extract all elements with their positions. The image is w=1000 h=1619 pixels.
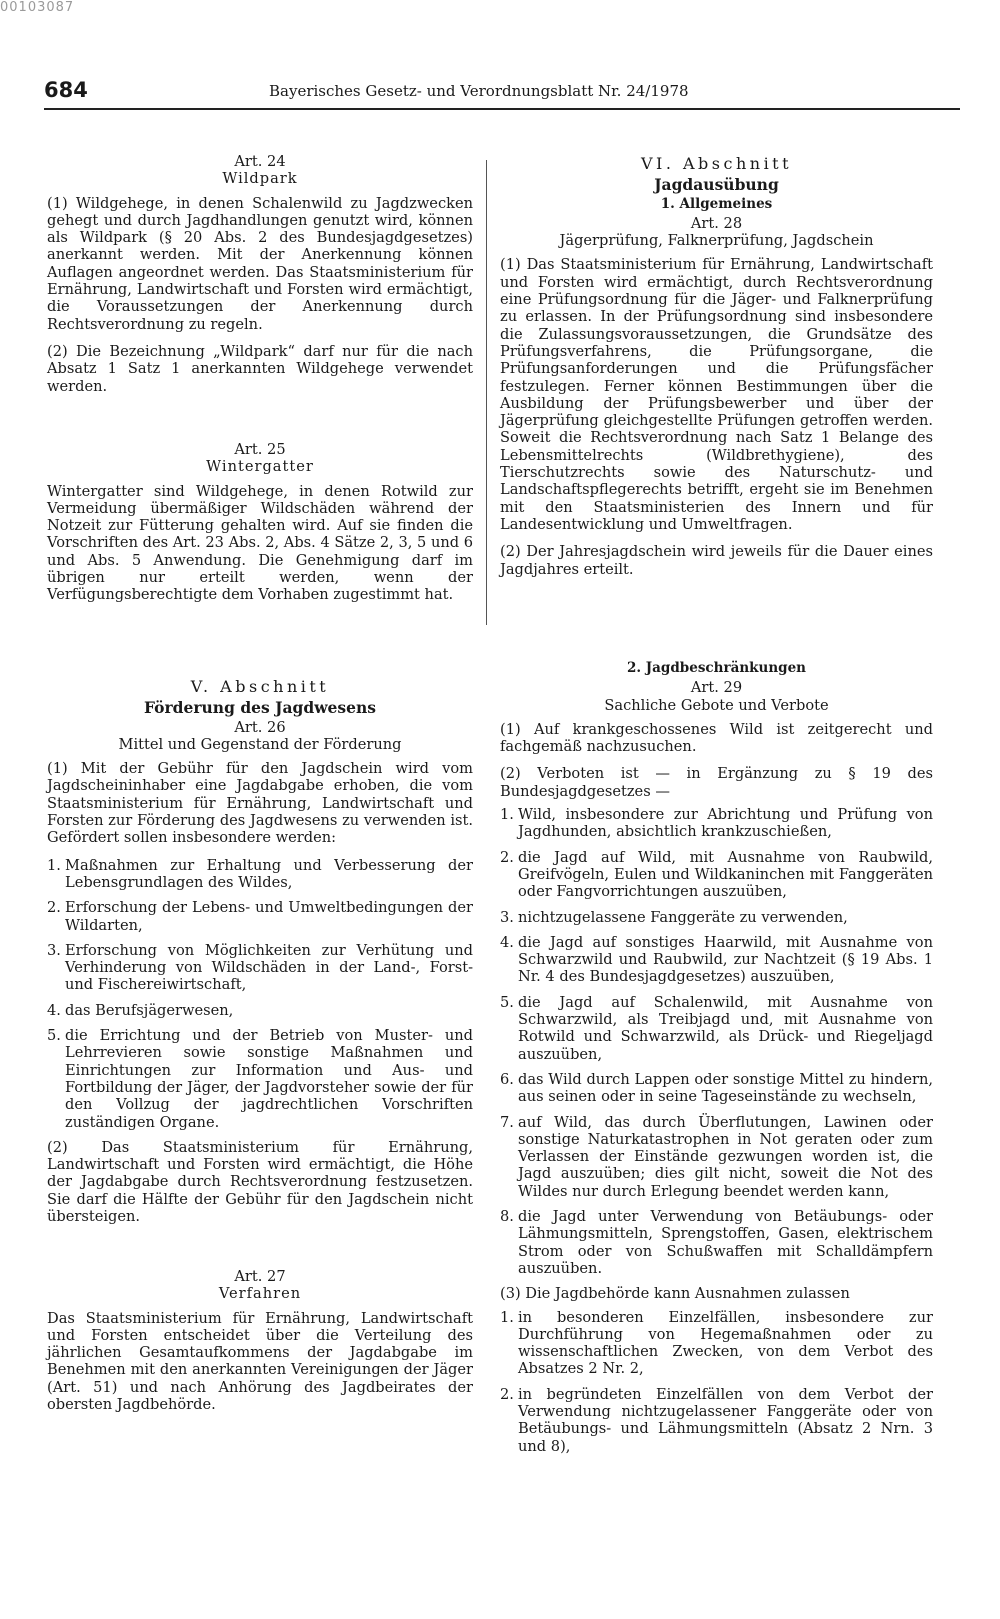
list-number: 5.	[500, 993, 514, 1011]
article-subtitle: Sachliche Gebote und Verbote	[604, 696, 829, 714]
list-item	[47, 1002, 473, 1019]
list-item	[500, 994, 933, 1063]
section-heading: Jagdausübung	[654, 175, 779, 195]
art25-block	[47, 441, 473, 614]
list-number: 4.	[500, 933, 514, 951]
section-title: V. Abschnitt	[190, 677, 330, 696]
paragraph: Wintergatter sind Wildgehege, in denen Rotwild zur Vermeidung übermäßiger Wildschäden während der Notzeit zur Fütterung gehalten wird. Auf sie finden die Vorschriften des Art. 23 Abs. 2, Abs. 4 Sätze 2, 3, 5 und 6 und Abs. 5 Anwendung. Die Genehmigung darf im übrigen nur erteilt werden, wenn der Verfügungsberechtigte dem Vorhaben zugestimmt hat.	[47, 482, 474, 604]
paragraph: (3) Die Jagdbehörde kann Ausnahmen zulassen	[500, 1285, 850, 1303]
paragraph: (2) Verboten ist — in Ergänzung zu § 19 des Bundesjagdgesetzes —	[500, 765, 933, 800]
list-text: nichtzugelassene Fanggeräte zu verwenden,	[518, 908, 848, 926]
list-item	[500, 849, 933, 901]
list-text: die Jagd auf sonstiges Haarwild, mit Ausnahme von Schwarzwild und Raubwild, zur Nachtzeit (§ 19 Abs. 1 Nr. 4 des Bundesjagdgesetzes) auszuüben,	[518, 933, 933, 986]
list-number: 3.	[47, 941, 61, 959]
list-text: die Jagd unter Verwendung von Betäubungs- oder Lähmungsmitteln, Sprengstoffen, Gasen, elektrischem Strom oder von Schußwaffen mit Schalldämpfern auszuüben.	[518, 1208, 933, 1277]
list-text: in begründeten Einzelfällen von dem Verbot der Verwendung nichtzugelassener Fanggeräte oder von Betäubungs- und Lähmungsmitteln (Absatz 2 Nrn. 3 und 8),	[518, 1385, 933, 1455]
running-title: Bayerisches Gesetz- und Verordnungsblatt Nr. 24/1978	[269, 82, 689, 100]
list-number: 8.	[500, 1208, 514, 1226]
list-text: das Wild durch Lappen oder sonstige Mittel zu hindern, aus seinen oder in seine Tageseinstände zu wechseln,	[518, 1070, 933, 1106]
article-title: Art. 28	[690, 214, 743, 232]
list-number: 4.	[47, 1001, 61, 1019]
list-text: die Jagd auf Wild, mit Ausnahme von Raubwild, Greifvögeln, Eulen und Wildkaninchen mit Fanggeräten oder Fangvorrichtungen auszuüben,	[518, 848, 933, 901]
list-number: 7.	[500, 1113, 514, 1131]
list-number: 2.	[500, 848, 514, 866]
list-number: 2.	[47, 899, 61, 917]
list-text: in besonderen Einzelfällen, insbesondere zur Durchführung von Hegemaßnahmen oder zu wissenschaftlichen Zwecken, von dem Verbot des Absatzes 2 Nr. 2,	[518, 1308, 933, 1378]
section-v-block	[47, 678, 473, 1235]
paragraph: (2) Der Jahresjagdschein wird jeweils für die Dauer eines Jagdjahres erteilt.	[500, 543, 933, 578]
list-item	[500, 1208, 933, 1277]
list-item	[500, 1071, 933, 1106]
list-text: das Berufsjägerwesen,	[65, 1001, 234, 1019]
list-text: die Jagd auf Schalenwild, mit Ausnahme von Schwarzwild, als Treibjagd und, mit Ausnahme von Rotwild und Schwarzwild, als Drück- und Riegeljagd auszuüben,	[518, 993, 933, 1063]
list-number: 6.	[500, 1070, 514, 1088]
paragraph: (1) Auf krankgeschossenes Wild ist zeitgerecht und fachgemäß nachzusuchen.	[500, 720, 933, 756]
list-text: Maßnahmen zur Erhaltung und Verbesserung der Lebensgrundlagen des Wildes,	[65, 856, 473, 891]
art29-block	[500, 658, 933, 1463]
article-title: Art. 25	[234, 441, 286, 458]
article-title: Art. 29	[690, 679, 743, 697]
list-item	[47, 857, 473, 892]
list-item	[47, 942, 473, 994]
subsection-heading: 1. Allgemeines	[660, 195, 773, 212]
list-text: Wild, insbesondere zur Abrichtung und Prüfung von Jagdhunden, absichtlich krankzuschießen,	[518, 806, 933, 841]
article-subtitle: Jägerprüfung, Falknerprüfung, Jagdschein	[559, 232, 874, 250]
section-vi-block	[500, 155, 933, 588]
article-title: Art. 26	[234, 718, 286, 736]
list-text: die Errichtung und der Betrieb von Muster- und Lehrrevieren sowie sonstige Maßnahmen und Einrichtungen zur Information und Aus- und Fortbildung der Jäger, der Jagdvorsteher sowie der für den Vollzug der jagdrechtlichen Vorschriften zuständigen Organe.	[65, 1027, 473, 1131]
list-item	[47, 1027, 473, 1131]
paragraph: (2) Das Staatsministerium für Ernährung, Landwirtschaft und Forsten wird ermächtigt, die Höhe der Jagdabgabe durch Rechtsverordnung festzusetzen. Sie darf die Hälfte der Gebühr für den Jagdschein nicht übersteigen.	[47, 1138, 473, 1226]
section-title: VI. Abschnitt	[640, 154, 793, 173]
list-item	[500, 909, 933, 926]
article-title: Art. 27	[234, 1268, 286, 1285]
list-item	[500, 1309, 933, 1378]
list-number: 1.	[500, 1308, 514, 1326]
list-number: 1.	[500, 806, 514, 824]
article-title: Art. 24	[234, 153, 286, 170]
paragraph: (1) Wildgehege, in denen Schalenwild zu Jagdzwecken gehegt und durch Jagdhandlungen genutzt wird, können als Wildpark (§ 20 Abs. 2 des Bundesjagdgesetzes) anerkannt werden. Mit der Anerkennung können Auflagen angeordnet werden. Das Staatsministerium für Ernährung, Landwirtschaft und Forsten wird ermächtigt, die Voraussetzungen der Anerkennung durch Rechtsverordnung zu regeln.	[47, 194, 473, 333]
article-subtitle: Mittel und Gegenstand der Förderung	[118, 735, 402, 753]
column-divider	[486, 160, 487, 625]
paragraph: (2) Die Bezeichnung „Wildpark“ darf nur für die nach Absatz 1 Satz 1 anerkannten Wildgehege verwendet werden.	[47, 342, 473, 395]
paragraph: Das Staatsministerium für Ernährung, Landwirtschaft und Forsten entscheidet über die Verteilung des jährlichen Gesamtaufkommens der Jagdabgabe im Benehmen mit den anerkannten Vereinigungen der Jäger (Art. 51) und nach Anhörung des Jagdbeirates der obersten Jagdbehörde.	[47, 1309, 473, 1414]
article-subtitle: Wintergatter	[206, 458, 314, 476]
list-text: auf Wild, das durch Überflutungen, Lawinen oder sonstige Naturkatastrophen in Not geraten oder zum Verlassen der Einstände gezwungen worden ist, die Jagd auszuüben; dies gilt nicht, soweit die Not des Wildes nur durch Erlegung beendet werden kann,	[518, 1113, 933, 1200]
scan-mark: 00103087	[0, 0, 75, 15]
list-item	[47, 899, 473, 934]
art24-block	[47, 153, 473, 405]
page-number: 684	[44, 78, 88, 102]
page-header	[44, 78, 960, 110]
paragraph: (1) Mit der Gebühr für den Jagdschein wird vom Jagdscheininhaber eine Jagdabgabe erhoben, die vom Staatsministerium für Ernährung, Landwirtschaft und Forsten zur Förderung des Jagdwesens zu verwenden ist. Gefördert sollen insbesondere werden:	[47, 760, 473, 847]
list-item	[500, 1386, 933, 1455]
list-item	[500, 806, 933, 841]
subsection-heading: 2. Jagdbeschränkungen	[627, 660, 806, 676]
list-number: 1.	[47, 856, 61, 874]
article-subtitle: Verfahren	[218, 1285, 302, 1303]
list-text: Erforschung von Möglichkeiten zur Verhütung und Verhinderung von Wildschäden in der Land-, Forst- und Fischereiwirtschaft,	[65, 941, 473, 994]
article-subtitle: Wildpark	[222, 170, 298, 188]
list-item	[500, 934, 933, 986]
list-number: 3.	[500, 908, 514, 926]
list-item	[500, 1114, 933, 1200]
list-text: Erforschung der Lebens- und Umweltbedingungen der Wildarten,	[65, 899, 473, 934]
list-number: 5.	[47, 1027, 61, 1045]
paragraph: (1) Das Staatsministerium für Ernährung, Landwirtschaft und Forsten wird ermächtigt, durch Rechtsverordnung eine Prüfungsordnung für die Jäger- und Falknerprüfung zu erlassen. In der Prüfungsordnung sind insbesondere die Zulassungsvoraussetzungen, die Grundsätze des Prüfungsverfahrens, die Prüfungsorgane, die Prüfungsanforderungen und die Prüfungsfächer festzulegen. Ferner können Bestimmungen über die Ausbildung der Prüfungsbewerber und über der Jägerprüfung gleichgestellte Prüfungen getroffen werden. Soweit die Rechtsverordnung nach Satz 1 Belange des Lebensmittelrechts (Wildbrethygiene), des Tierschutzrechts sowie des Naturschutz- und Landschaftspflegerechts betrifft, ergeht sie im Benehmen mit den Staatsministerien des Innern und für Landesentwicklung und Umweltfragen.	[500, 256, 933, 533]
list-number: 2.	[500, 1385, 514, 1403]
art27-block	[47, 1268, 473, 1423]
section-heading: Förderung des Jagdwesens	[144, 698, 376, 718]
